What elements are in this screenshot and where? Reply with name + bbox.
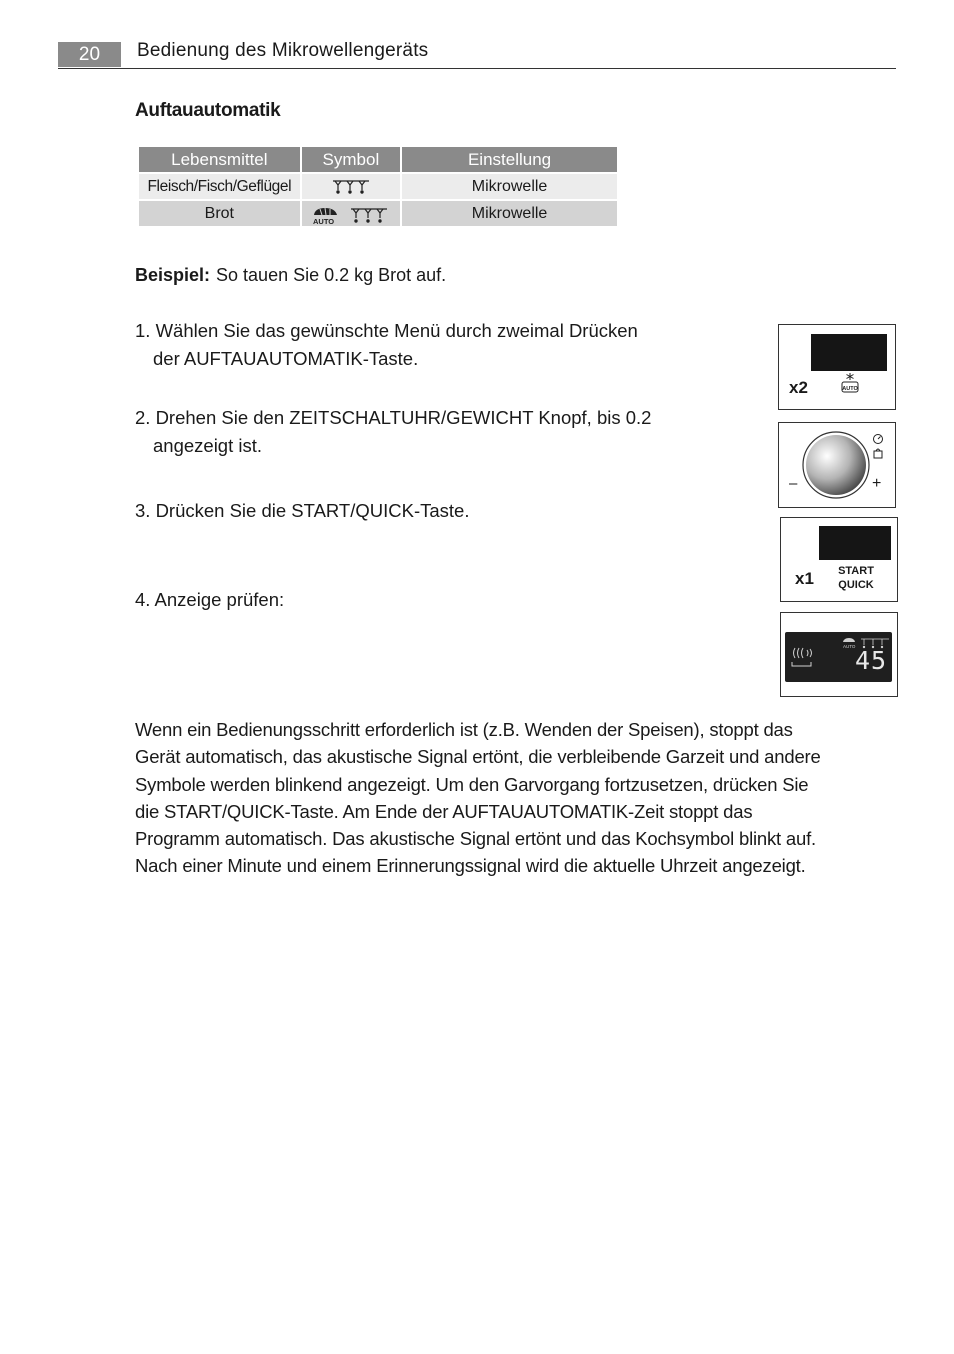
display-value: 45 bbox=[855, 646, 888, 675]
lcd-display bbox=[785, 632, 892, 682]
cell-symbol bbox=[302, 174, 400, 199]
timer-weight-knob[interactable] bbox=[801, 430, 871, 500]
step-2 bbox=[135, 404, 695, 460]
auto-symbol-text: AUTO bbox=[312, 216, 334, 225]
display-auto-text: AUTO bbox=[843, 644, 856, 649]
header-title: Bedienung des Mikrowellengeräts bbox=[137, 40, 429, 61]
panel-lcd bbox=[819, 526, 891, 560]
microwave-power-icon bbox=[789, 644, 815, 670]
start-quick-panel bbox=[780, 517, 898, 602]
step-2-line2: angezeigt ist. bbox=[153, 435, 263, 456]
step-4 bbox=[135, 586, 695, 614]
example-line bbox=[135, 265, 446, 286]
col-header-food: Lebensmittel bbox=[139, 147, 300, 172]
col-header-symbol: Symbol bbox=[302, 147, 400, 172]
press-count-label: x1 bbox=[795, 569, 814, 588]
table-row bbox=[139, 174, 617, 199]
step-1-line1: 1. Wählen Sie das gewünschte Menü durch zweimal Drücken bbox=[135, 320, 638, 341]
section-title: Auftauautomatik bbox=[135, 100, 281, 121]
defrost-auto-text: AUTO bbox=[842, 386, 858, 392]
example-label: Beispiel: bbox=[135, 265, 211, 285]
step-2-line1: 2. Drehen Sie den ZEITSCHALTUHR/GEWICHT Knopf, bis 0.2 bbox=[135, 407, 652, 428]
header-rule bbox=[58, 68, 896, 69]
table-header-row bbox=[139, 147, 617, 172]
press-count-label: x2 bbox=[789, 378, 808, 397]
knob-panel bbox=[778, 422, 896, 508]
knob-plus-label: + bbox=[872, 475, 882, 492]
cell-symbol bbox=[302, 201, 400, 226]
quick-label: QUICK bbox=[838, 579, 874, 591]
step-3-line1: 3. Drücken Sie die START/QUICK-Taste. bbox=[135, 500, 470, 521]
cell-setting: Mikrowelle bbox=[402, 174, 617, 199]
cell-food: Fleisch/Fisch/Geflügel bbox=[139, 174, 300, 199]
step-4-line1: 4. Anzeige prüfen: bbox=[135, 589, 285, 610]
cell-setting: Mikrowelle bbox=[402, 201, 617, 226]
start-label: START bbox=[838, 565, 874, 577]
step-1 bbox=[135, 317, 695, 373]
step-3 bbox=[135, 497, 695, 525]
display-panel bbox=[780, 612, 898, 697]
knob-minus-label: – bbox=[789, 475, 798, 492]
example-text: So tauen Sie 0.2 kg Brot auf. bbox=[216, 265, 447, 285]
defrost-table bbox=[137, 145, 619, 228]
page-number: 20 bbox=[58, 42, 121, 67]
info-paragraph: Wenn ein Bedienungsschritt erforderlich ist (z.B. Wenden der Speisen), stoppt das Gerät automatisch, das akustische Signal ertönt, die verbleibende Garzeit und andere Symbole werden blinkend angezeigt. Um den Garvorgang fortzusetzen, drücken Sie die START/QUICK-Taste. Am Ende der AUFTAUAUTOMATIK-Zeit stoppt das Programm automatisch. Das akustische Signal ertönt und das Kochsymbol blinkt auf. Nach einer Minute und einem Erinnerungssignal wird die aktuelle Uhrzeit angezeigt. bbox=[135, 719, 821, 877]
col-header-setting: Einstellung bbox=[402, 147, 617, 172]
step-1-line2: der AUFTAUAUTOMATIK-Taste. bbox=[153, 348, 419, 369]
clock-weight-icons bbox=[871, 433, 885, 461]
panel-lcd bbox=[811, 334, 887, 371]
table-row bbox=[139, 201, 617, 226]
start-quick-button[interactable] bbox=[833, 564, 879, 592]
bread-auto-defrost-icon bbox=[311, 203, 391, 225]
auto-defrost-button-icon[interactable] bbox=[839, 372, 861, 394]
defrost-drops-icon bbox=[331, 178, 371, 194]
cell-food: Brot bbox=[139, 201, 300, 226]
defrost-button-panel bbox=[778, 324, 896, 410]
